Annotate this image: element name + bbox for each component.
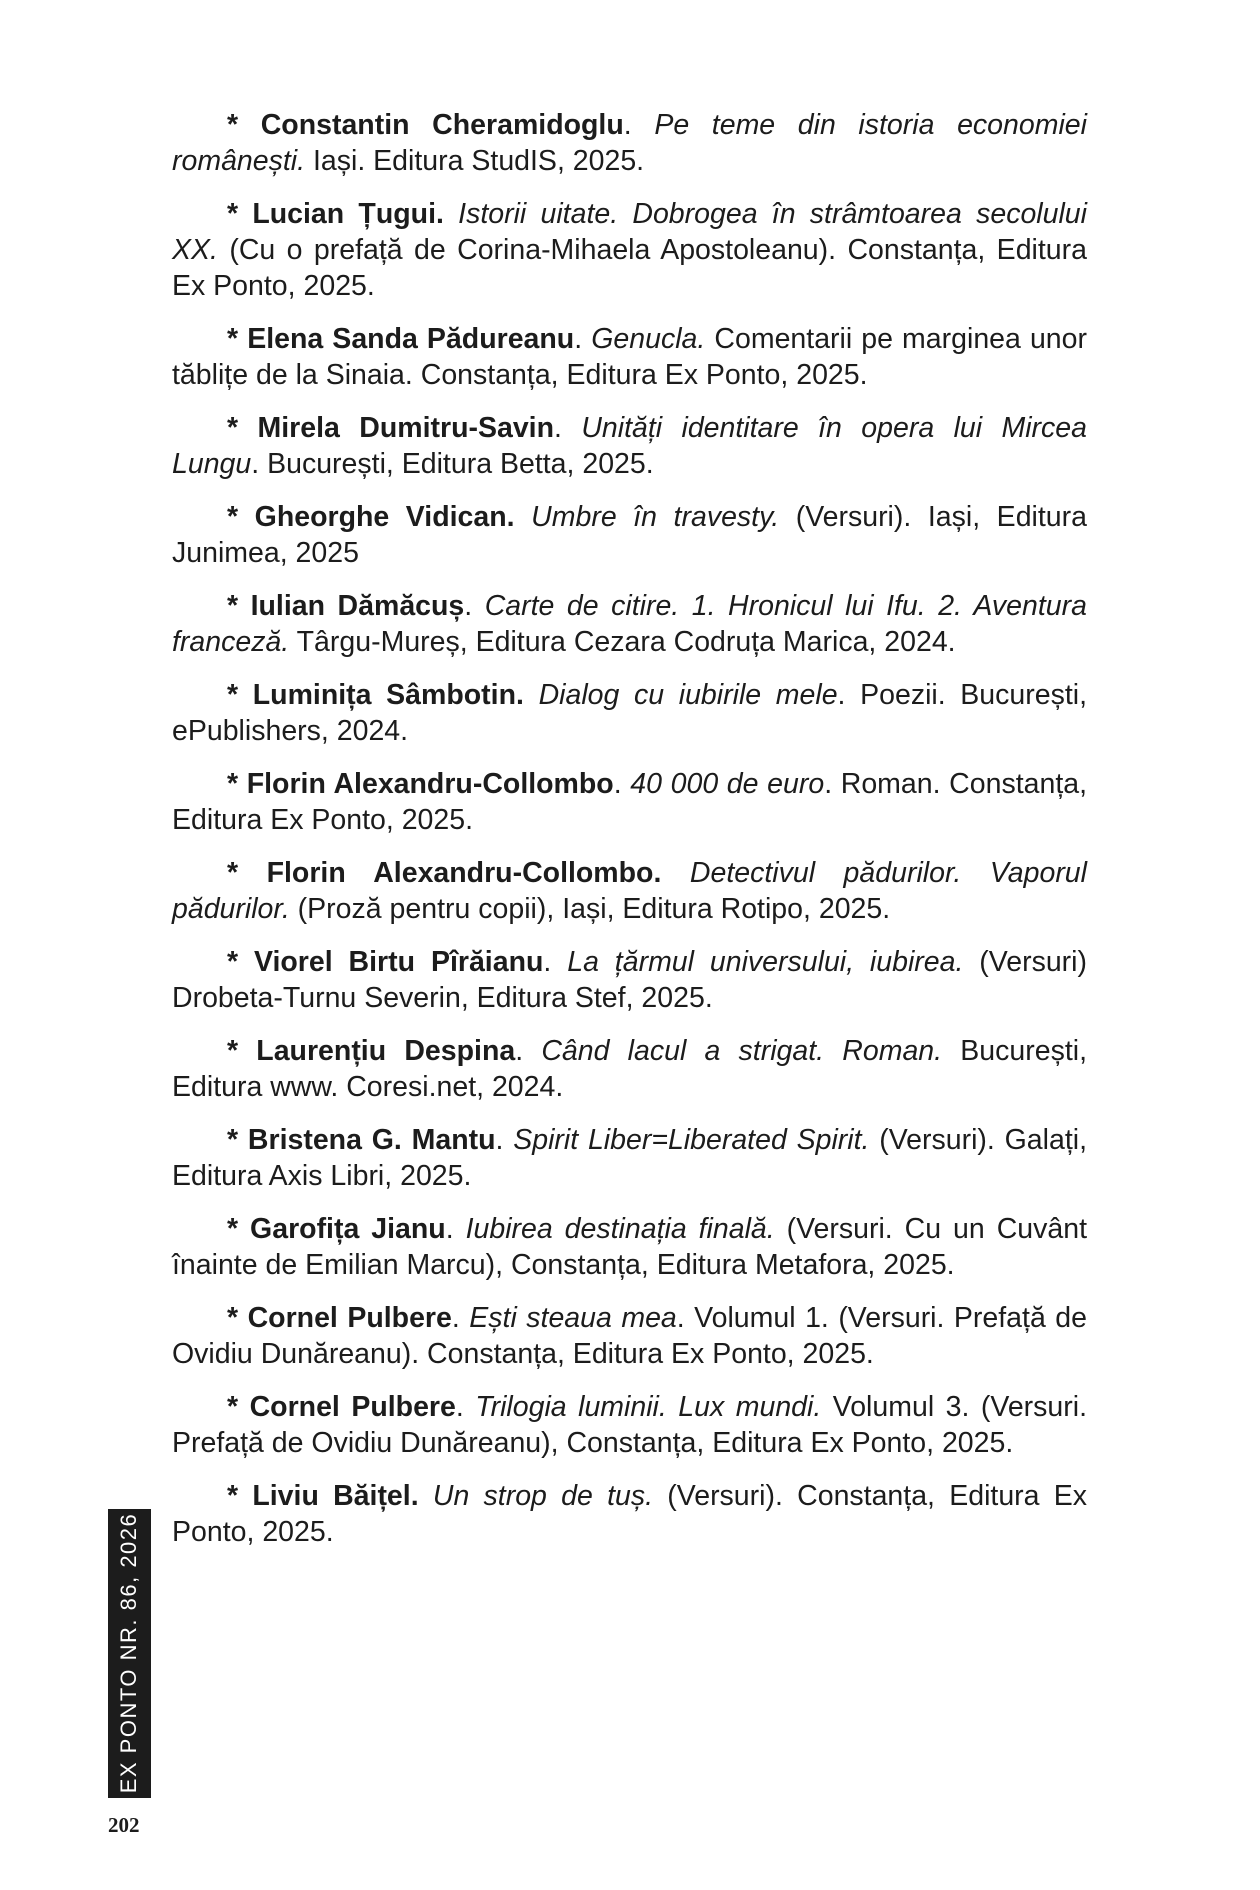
- entry-title: Când lacul a strigat. Roman.: [541, 1035, 943, 1067]
- entry-author: * Lucian Țugui.: [227, 198, 444, 230]
- entry-title: 40 000 de euro: [630, 768, 825, 800]
- book-entry: [172, 1122, 1087, 1194]
- entry-author: * Iulian Dămăcuș: [227, 590, 465, 622]
- entry-author: * Florin Alexandru-Collombo.: [227, 857, 662, 889]
- entry-separator: [419, 1480, 433, 1512]
- book-entry: [172, 588, 1087, 660]
- entry-title: Detectivul pădurilor. Vaporul pădurilor.: [172, 857, 1087, 925]
- journal-issue-label: EX PONTO NR. 86, 2026: [116, 1512, 141, 1794]
- book-entry: [172, 321, 1087, 393]
- entry-separator: .: [495, 1124, 514, 1156]
- book-entry: [172, 1389, 1087, 1461]
- entry-author: * Laurențiu Despina: [227, 1035, 516, 1067]
- book-entry: [172, 1033, 1087, 1105]
- entry-details: (Versuri). Constanța, Editura Ex Ponto, 2025.: [172, 1480, 1088, 1548]
- entry-details: Târgu-Mureș, Editura Cezara Codruța Marica, 2024.: [289, 626, 956, 658]
- entry-separator: .: [613, 768, 631, 800]
- entry-details: (Versuri). Iași, Editura Junimea, 2025: [172, 501, 1087, 569]
- entry-details: Comentarii pe marginea unor tăblițe de la Sinaia. Constanța, Editura Ex Ponto, 2025.: [172, 323, 1088, 391]
- entry-details: Volumul 3. (Versuri. Prefață de Ovidiu Dunăreanu), Constanța, Editura Ex Ponto, 2025.: [172, 1391, 1088, 1459]
- entry-separator: .: [554, 412, 582, 444]
- entry-details: București, Editura www. Coresi.net, 2024.: [172, 1035, 1088, 1103]
- entry-details: (Versuri). Galați, Editura Axis Libri, 2025.: [172, 1124, 1088, 1192]
- entry-separator: [444, 198, 458, 230]
- entry-details: (Cu o prefață de Corina-Mihaela Apostoleanu). Constanța, Editura Ex Ponto, 2025.: [172, 234, 1087, 302]
- entry-title: Un strop de tuș.: [432, 1480, 654, 1512]
- entry-author: * Cornel Pulbere: [227, 1391, 456, 1423]
- entry-author: * Constantin Cheramidoglu: [227, 109, 624, 141]
- entry-details: Iași. Editura StudIS, 2025.: [305, 145, 645, 177]
- page-number: 202: [108, 1813, 140, 1837]
- book-entry: [172, 499, 1087, 571]
- entry-separator: .: [455, 1391, 476, 1423]
- book-entry: [172, 1300, 1087, 1372]
- entry-author: * Gheorghe Vidican.: [227, 501, 515, 533]
- entry-details: . București, Editura Betta, 2025.: [251, 448, 654, 480]
- entry-title: Dialog cu iubirile mele: [538, 679, 838, 711]
- entry-title: Pe teme din istoria economiei românești.: [172, 109, 1087, 177]
- entry-title: Unități identitare în opera lui Mircea Lungu: [172, 412, 1087, 480]
- entry-details: (Proză pentru copii), Iași, Editura Rotipo, 2025.: [289, 893, 891, 925]
- entry-author: * Mirela Dumitru-Savin: [227, 412, 555, 444]
- entry-separator: [524, 679, 539, 711]
- entry-separator: [515, 501, 532, 533]
- book-entry: [172, 944, 1087, 1016]
- entry-details: (Versuri) Drobeta-Turnu Severin, Editura Stef, 2025.: [172, 946, 1087, 1014]
- entry-details: . Poezii. București, ePublishers, 2024.: [172, 679, 1088, 747]
- entry-details: . Volumul 1. (Versuri. Prefață de Ovidiu Dunăreanu). Constanța, Editura Ex Ponto, 2025.: [172, 1302, 1087, 1370]
- journal-sidebar-tab: [108, 1509, 151, 1798]
- book-list: [172, 107, 1087, 1567]
- entry-author: * Bristena G. Mantu: [227, 1124, 496, 1156]
- entry-author: * Elena Sanda Pădureanu: [227, 323, 575, 355]
- entry-author: * Luminița Sâmbotin.: [227, 679, 524, 711]
- book-entry: [172, 1478, 1087, 1550]
- book-entry: [172, 855, 1087, 927]
- entry-author: * Viorel Birtu Pîrăianu: [227, 946, 544, 978]
- entry-title: Ești steaua mea: [469, 1302, 677, 1334]
- entry-title: Iubirea destinația finală.: [465, 1213, 775, 1245]
- entry-title: Spirit Liber=Liberated Spirit.: [513, 1124, 870, 1156]
- entry-separator: .: [445, 1213, 466, 1245]
- entry-separator: .: [451, 1302, 470, 1334]
- book-entry: [172, 766, 1087, 838]
- book-entry: [172, 196, 1087, 304]
- entry-author: * Garofița Jianu: [227, 1213, 446, 1245]
- entry-details: (Versuri. Cu un Cuvânt înainte de Emilian Marcu), Constanța, Editura Metafora, 2025.: [172, 1213, 1088, 1281]
- entry-separator: .: [515, 1035, 542, 1067]
- entry-title: La țărmul universului, iubirea.: [567, 946, 964, 978]
- entry-title: Umbre în travesty.: [531, 501, 780, 533]
- entry-title: Trilogia luminii. Lux mundi.: [475, 1391, 822, 1423]
- book-entry: [172, 1211, 1087, 1283]
- entry-author: * Florin Alexandru-Collombo: [227, 768, 614, 800]
- entry-separator: [661, 857, 690, 889]
- entry-author: * Cornel Pulbere: [227, 1302, 452, 1334]
- entry-title: Genucla.: [591, 323, 706, 355]
- entry-author: * Liviu Băițel.: [227, 1480, 419, 1512]
- entry-separator: .: [623, 109, 655, 141]
- entry-separator: .: [574, 323, 592, 355]
- book-entry: [172, 107, 1087, 179]
- book-entry: [172, 410, 1087, 482]
- entry-separator: .: [543, 946, 568, 978]
- entry-details: . Roman. Constanța, Editura Ex Ponto, 2025.: [172, 768, 1088, 836]
- entry-separator: .: [464, 590, 485, 622]
- entry-title: Istorii uitate. Dobrogea în strâmtoarea secolului XX.: [172, 198, 1087, 266]
- book-entry: [172, 677, 1087, 749]
- entry-title: Carte de citire. 1. Hronicul lui Ifu. 2. Aventura franceză.: [172, 590, 1087, 658]
